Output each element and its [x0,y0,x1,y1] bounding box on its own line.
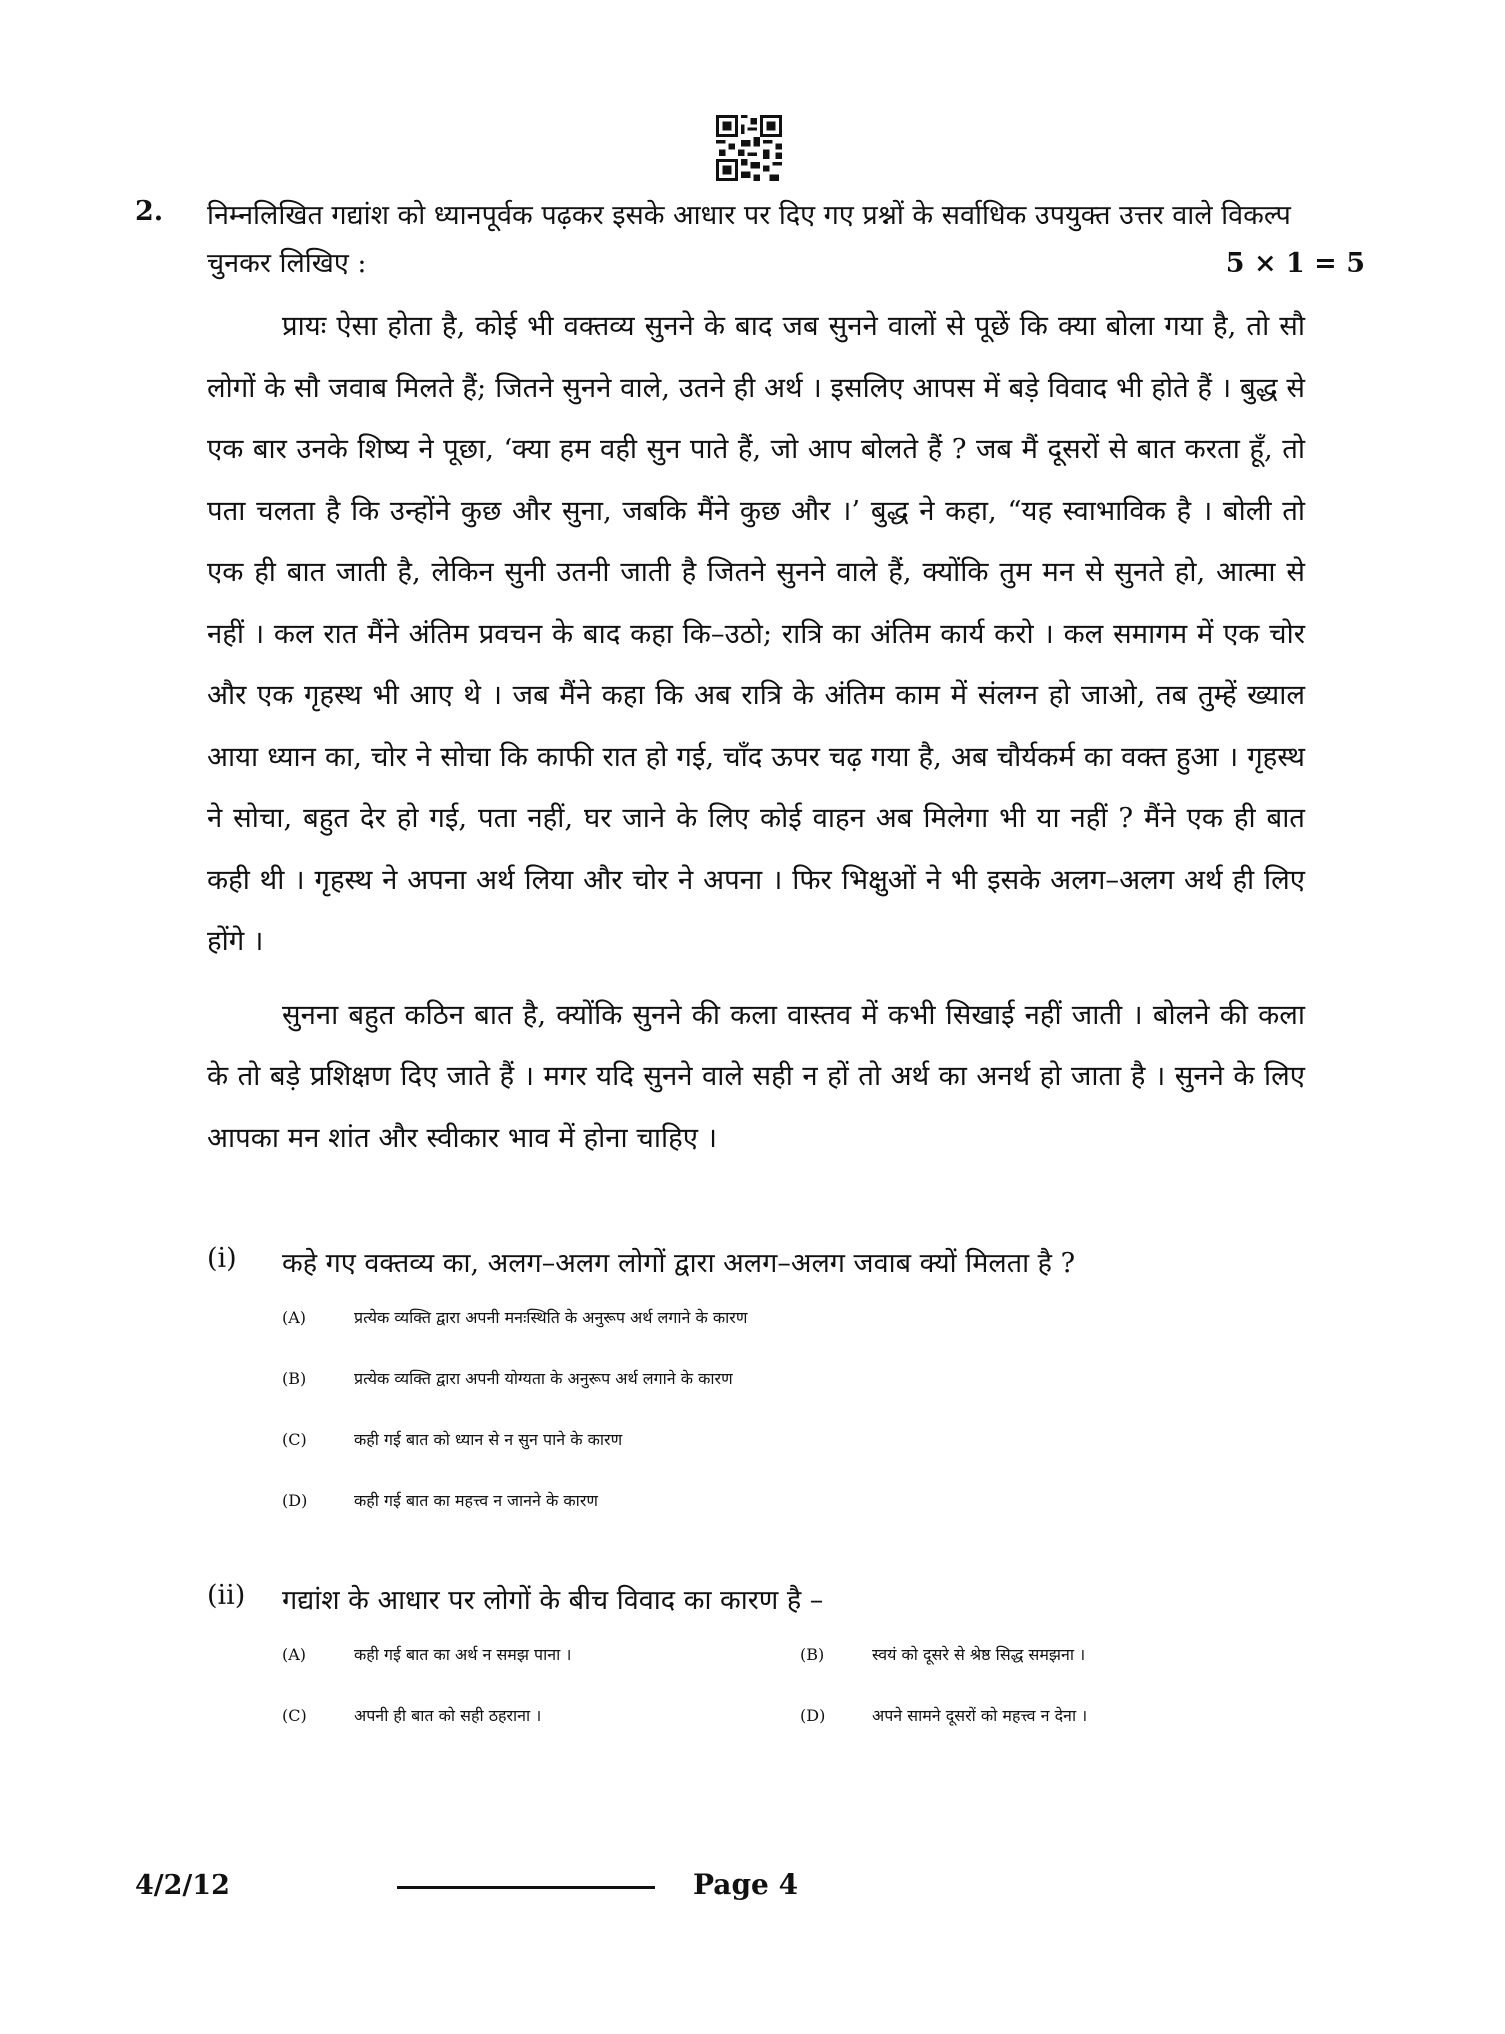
option-2c [282,1704,541,1726]
option-label: (C) [282,1706,307,1725]
option-text: अपने सामने दूसरों को महत्त्व न देना । [872,1706,1088,1725]
passage [207,296,1305,1169]
question-marks: 5 × 1 = 5 [1225,248,1365,279]
option-1a [282,1306,747,1328]
sub-question-stem: कहे गए वक्तव्य का, अलग–अलग लोगों द्वारा अलग–अलग जवाब क्यों मिलता है ? [282,1248,1076,1279]
option-2d [800,1704,1087,1726]
option-text: प्रत्येक व्यक्ति द्वारा अपनी मनःस्थिति के अनुरूप अर्थ लगाने के कारण [354,1308,748,1327]
option-text: कही गई बात को ध्यान से न सुन पाने के कारण [354,1430,623,1449]
footer-divider [397,1886,655,1889]
option-1c [282,1428,622,1450]
passage-paragraph-2: सुनना बहुत कठिन बात है, क्योंकि सुनने की कला वास्तव में कभी सिखाई नहीं जाती । बोलने की कला के तो बड़े प्रशिक्षण दिए जाते हैं । मगर यदि सुनने वाले सही न हों तो अर्थ का अनर्थ हो जाता है । सुनने के लिए आपका मन शांत और स्वीकार भाव में होना चाहिए । [207,998,1305,1154]
option-text: अपनी ही बात को सही ठहराना । [354,1706,542,1725]
sub-question-number: (ii) [207,1580,246,1611]
option-text: कही गई बात का महत्त्व न जानने के कारण [354,1491,598,1510]
option-2b [800,1643,1085,1665]
page-number: Page 4 [693,1868,799,1901]
option-label: (D) [800,1706,826,1725]
option-1b [282,1367,733,1389]
option-1d [282,1489,598,1511]
option-label: (C) [282,1430,307,1449]
option-2a [282,1643,571,1665]
option-text: कही गई बात का अर्थ न समझ पाना । [354,1645,572,1664]
sub-question-number: (i) [207,1243,237,1274]
qr-code-icon [716,115,782,181]
option-text: स्वयं को दूसरे से श्रेष्ठ सिद्ध समझना । [872,1645,1086,1664]
sub-question-stem: गद्यांश के आधार पर लोगों के बीच विवाद का कारण है – [282,1585,824,1616]
paper-code: 4/2/12 [135,1870,230,1901]
option-label: (B) [800,1645,825,1664]
option-label: (B) [282,1369,307,1388]
option-label: (D) [282,1491,308,1510]
option-label: (A) [282,1645,307,1664]
option-label: (A) [282,1308,307,1327]
option-text: प्रत्येक व्यक्ति द्वारा अपनी योग्यता के अनुरूप अर्थ लगाने के कारण [354,1369,733,1388]
question-instruction: निम्नलिखित गद्यांश को ध्यानपूर्वक पढ़कर इसके आधार पर दिए गए प्रश्नों के सर्वाधिक उपयुक्त उत्तर वाले विकल्प चुनकर लिखिए : [207,200,1291,279]
question-number: 2. [135,196,164,227]
passage-paragraph-1: प्रायः ऐसा होता है, कोई भी वक्तव्य सुनने के बाद जब सुनने वालों से पूछें कि क्या बोला गया है, तो सौ लोगों के सौ जवाब मिलते हैं; जितने सुनने वाले, उतने ही अर्थ । इसलिए आपस में बड़े विवाद भी होते हैं । बुद्ध से एक बार उनके शिष्य ने पूछा, ‘क्या हम वही सुन पाते हैं, जो आप बोलते हैं ? जब मैं दूसरों से बात करता हूँ, तो पता चलता है कि उन्होंने कुछ और सुना, जबकि मैंने कुछ और ।’ बुद्ध ने कहा, “यह स्वाभाविक है । बोली तो एक ही बात जाती है, लेकिन सुनी उतनी जाती है जितने सुनने वाले हैं, क्योंकि तुम मन से सुनते हो, आत्मा से नहीं । कल रात मैंने अंतिम प्रवचन के बाद कहा कि–उठो; रात्रि का अंतिम कार्य करो । कल समागम में एक चोर और एक गृहस्थ भी आए थे । जब मैंने कहा कि अब रात्रि के अंतिम काम में संलग्न हो जाओ, तब तुम्हें ख्याल आया ध्यान का, चोर ने सोचा कि काफी रात हो गई, चाँद ऊपर चढ़ गया है, अब चौर्यकर्म का वक्त हुआ । गृहस्थ ने सोचा, बहुत देर हो गई, पता नहीं, घर जाने के लिए कोई वाहन अब मिलेगा भी या नहीं ? मैंने एक ही बात कही थी । गृहस्थ ने अपना अर्थ लिया और चोर ने अपना । फिर भिक्षुओं ने भी इसके अलग–अलग अर्थ ही लिए होंगे । [207,310,1306,957]
